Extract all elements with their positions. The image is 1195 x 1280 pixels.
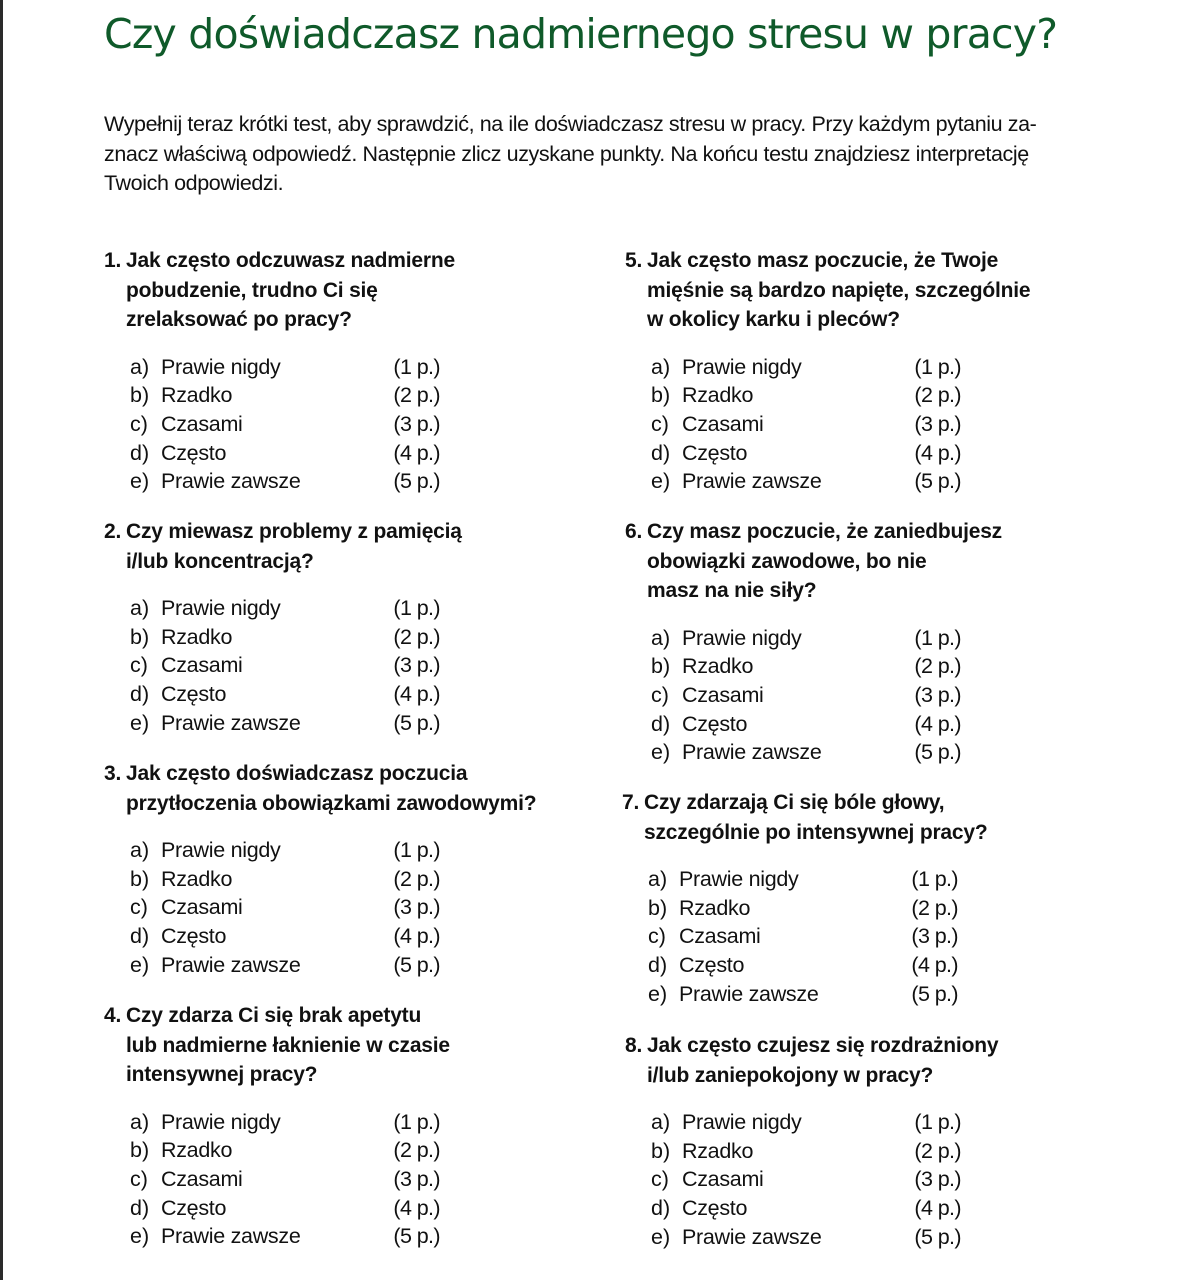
option-points: (1 p.): [914, 1110, 961, 1134]
option-letter: d): [648, 953, 668, 978]
option-label: Często: [682, 711, 748, 736]
option-letter: a): [130, 596, 150, 620]
question-text: [104, 246, 564, 335]
answer-option[interactable]: [648, 980, 958, 1009]
option-points: (3 p.): [914, 411, 961, 436]
option-label: Prawie nigdy: [682, 1110, 802, 1134]
question-number: 6.: [625, 520, 643, 543]
option-label: Często: [161, 1195, 227, 1220]
question-text: [104, 517, 564, 576]
option-letter: c): [130, 411, 148, 436]
option-points: (2 p.): [393, 383, 440, 408]
question-line: Czy miewasz problemy z pamięcią: [126, 520, 462, 543]
option-letter: c): [130, 1166, 148, 1191]
answer-option[interactable]: [130, 651, 440, 680]
option-points: (2 p.): [911, 895, 958, 920]
page-title: Czy doświadczasz nadmiernego stresu w pracy?: [104, 10, 1058, 58]
option-points: (5 p.): [911, 981, 958, 1006]
option-label: Często: [161, 682, 227, 707]
question-number: 1.: [104, 249, 122, 272]
question-7: [622, 788, 1082, 1008]
option-points: (3 p.): [393, 411, 440, 436]
option-label: Prawie zawsze: [682, 469, 822, 494]
option-letter: b): [130, 1138, 150, 1163]
option-letter: c): [130, 653, 148, 678]
option-letter: b): [130, 866, 150, 891]
option-letter: e): [651, 740, 671, 765]
option-letter: d): [651, 711, 671, 736]
option-letter: d): [651, 1196, 671, 1221]
option-letter: e): [130, 952, 150, 977]
option-letter: b): [651, 654, 671, 679]
option-label: Czasami: [682, 1167, 764, 1192]
option-points: (1 p.): [393, 354, 440, 379]
answer-options: [104, 1108, 440, 1251]
option-letter: b): [648, 895, 668, 920]
question-text: [625, 517, 1085, 606]
option-letter: d): [651, 440, 671, 465]
question-line: przytłoczenia obowiązkami zawodowymi?: [126, 791, 537, 815]
option-label: Prawie nigdy: [161, 1109, 281, 1134]
answer-options: [625, 1108, 961, 1251]
option-label: Czasami: [682, 682, 764, 707]
answer-option[interactable]: [651, 738, 961, 767]
option-label: Prawie nigdy: [161, 596, 281, 620]
option-points: (1 p.): [393, 838, 440, 862]
option-letter: a): [651, 354, 671, 379]
intro-paragraph: [104, 110, 1104, 199]
option-points: (3 p.): [911, 924, 958, 949]
option-points: (5 p.): [914, 1224, 961, 1249]
question-line: w okolicy karku i pleców?: [647, 308, 900, 331]
option-letter: e): [651, 469, 671, 494]
page-left-border: [0, 0, 3, 1280]
answer-option[interactable]: [651, 652, 961, 681]
option-points: (3 p.): [914, 1167, 961, 1192]
option-points: (4 p.): [393, 682, 440, 707]
option-letter: a): [651, 1110, 671, 1134]
option-label: Prawie nigdy: [161, 838, 281, 862]
option-letter: d): [130, 924, 150, 949]
question-line: Jak często odczuwasz nadmierne: [126, 249, 455, 272]
intro-line: Twoich odpowiedzi.: [104, 171, 284, 195]
option-label: Prawie zawsze: [161, 710, 301, 735]
option-label: Rzadko: [161, 383, 233, 408]
option-label: Czasami: [161, 653, 243, 678]
answer-option[interactable]: [651, 624, 961, 653]
option-points: (2 p.): [393, 624, 440, 649]
answer-option[interactable]: [648, 865, 958, 894]
answer-option[interactable]: [130, 439, 440, 468]
question-line: i/lub koncentracją?: [126, 549, 314, 573]
option-label: Rzadko: [161, 1138, 233, 1163]
answer-option[interactable]: [130, 410, 440, 439]
question-number: 5.: [625, 249, 643, 272]
option-letter: c): [651, 1167, 669, 1192]
option-label: Czasami: [679, 924, 761, 949]
answer-option[interactable]: [130, 594, 440, 623]
option-points: (4 p.): [914, 1196, 961, 1221]
answer-option[interactable]: [651, 1108, 961, 1137]
question-3: [104, 759, 564, 979]
option-label: Prawie zawsze: [679, 981, 819, 1006]
answer-option[interactable]: [130, 836, 440, 865]
answer-option[interactable]: [130, 1136, 440, 1165]
answer-option[interactable]: [651, 681, 961, 710]
option-points: (2 p.): [914, 654, 961, 679]
option-points: (4 p.): [393, 924, 440, 949]
option-points: (5 p.): [914, 740, 961, 765]
answer-option[interactable]: [130, 951, 440, 980]
option-points: (5 p.): [914, 469, 961, 494]
option-points: (1 p.): [914, 625, 961, 650]
option-points: (4 p.): [393, 440, 440, 465]
answer-options: [104, 594, 440, 737]
answer-option[interactable]: [130, 353, 440, 382]
answer-options: [104, 353, 440, 496]
option-letter: a): [130, 838, 150, 862]
question-text: [622, 788, 1082, 847]
option-label: Czasami: [682, 411, 764, 436]
option-letter: b): [130, 624, 150, 649]
option-points: (3 p.): [393, 895, 440, 920]
option-letter: d): [130, 440, 150, 465]
answer-option[interactable]: [651, 381, 961, 410]
answer-option[interactable]: [648, 951, 958, 980]
question-line: zrelaksować po pracy?: [126, 308, 352, 331]
answer-option[interactable]: [130, 922, 440, 951]
option-points: (2 p.): [914, 1138, 961, 1163]
question-number: 2.: [104, 520, 122, 543]
option-label: Czasami: [161, 411, 243, 436]
option-points: (2 p.): [393, 866, 440, 891]
option-points: (1 p.): [911, 867, 958, 891]
question-2: [104, 517, 564, 737]
option-label: Rzadko: [679, 895, 751, 920]
option-label: Rzadko: [682, 1138, 754, 1163]
question-line: Czy zdarzają Ci się bóle głowy,: [644, 791, 945, 814]
question-number: 3.: [104, 762, 122, 785]
option-label: Prawie nigdy: [161, 354, 281, 379]
option-points: (1 p.): [914, 354, 961, 379]
option-letter: e): [130, 1224, 150, 1249]
question-line: intensywnej pracy?: [126, 1063, 318, 1086]
question-text: [625, 1031, 1085, 1090]
option-points: (2 p.): [914, 383, 961, 408]
option-label: Często: [682, 440, 748, 465]
answer-option[interactable]: [651, 1194, 961, 1223]
option-points: (4 p.): [393, 1195, 440, 1220]
question-line: Jak często doświadczasz poczucia: [126, 762, 468, 785]
option-label: Prawie zawsze: [682, 1224, 822, 1249]
question-line: mięśnie są bardzo napięte, szczególnie: [647, 278, 1031, 302]
question-line: masz na nie siły?: [647, 579, 817, 602]
option-points: (4 p.): [911, 953, 958, 978]
option-letter: b): [651, 383, 671, 408]
answer-option[interactable]: [130, 381, 440, 410]
question-line: pobudzenie, trudno Ci się: [126, 278, 378, 302]
question-line: szczególnie po intensywnej pracy?: [644, 820, 988, 844]
option-label: Prawie nigdy: [682, 625, 802, 650]
question-6: [625, 517, 1085, 767]
question-line: Jak często masz poczucie, że Twoje: [647, 249, 999, 272]
option-points: (2 p.): [393, 1138, 440, 1163]
answer-options: [104, 836, 440, 979]
answer-option[interactable]: [648, 894, 958, 923]
answer-options: [625, 353, 961, 496]
option-letter: e): [651, 1224, 671, 1249]
question-1: [104, 246, 564, 496]
answer-option[interactable]: [130, 467, 440, 496]
option-points: (3 p.): [393, 653, 440, 678]
answer-option[interactable]: [651, 1137, 961, 1166]
option-label: Rzadko: [682, 654, 754, 679]
option-letter: e): [648, 981, 668, 1006]
option-letter: e): [130, 469, 150, 494]
option-label: Często: [682, 1196, 748, 1221]
answer-option[interactable]: [651, 353, 961, 382]
option-letter: a): [130, 354, 150, 379]
option-letter: b): [130, 383, 150, 408]
answer-option[interactable]: [651, 710, 961, 739]
question-number: 7.: [622, 791, 640, 814]
question-line: Czy zdarza Ci się brak apetytu: [126, 1004, 422, 1027]
question-number: 4.: [104, 1004, 122, 1027]
answer-option[interactable]: [130, 1222, 440, 1251]
option-label: Prawie zawsze: [682, 740, 822, 765]
option-label: Rzadko: [161, 624, 233, 649]
intro-line: znacz właściwą odpowiedź. Następnie zlicz uzyskane punkty. Na końcu testu znajdziesz interpretację: [104, 141, 1029, 166]
answer-option[interactable]: [130, 680, 440, 709]
question-8: [625, 1031, 1085, 1251]
answer-option[interactable]: [130, 1108, 440, 1137]
option-points: (5 p.): [393, 469, 440, 494]
option-letter: e): [130, 710, 150, 735]
option-label: Prawie nigdy: [679, 867, 799, 891]
answer-option[interactable]: [651, 1165, 961, 1194]
answer-option[interactable]: [130, 709, 440, 738]
answer-options: [622, 865, 958, 1008]
option-label: Często: [161, 440, 227, 465]
answer-option[interactable]: [651, 467, 961, 496]
option-label: Czasami: [161, 895, 243, 920]
option-letter: c): [651, 411, 669, 436]
option-letter: d): [130, 1195, 150, 1220]
option-points: (5 p.): [393, 1224, 440, 1249]
question-text: [104, 1001, 564, 1090]
answer-option[interactable]: [130, 623, 440, 652]
question-text: [104, 759, 564, 818]
question-4: [104, 1001, 564, 1251]
question-5: [625, 246, 1085, 496]
option-label: Prawie nigdy: [682, 354, 802, 379]
option-points: (5 p.): [393, 710, 440, 735]
intro-line: Wypełnij teraz krótki test, aby sprawdzić, na ile doświadczasz stresu w pracy. Przy każdym pytaniu za-: [104, 112, 1037, 136]
option-points: (1 p.): [393, 596, 440, 620]
option-points: (3 p.): [393, 1166, 440, 1191]
option-label: Często: [679, 953, 745, 978]
option-label: Często: [161, 924, 227, 949]
option-letter: d): [130, 682, 150, 707]
question-line: lub nadmierne łaknienie w czasie: [126, 1033, 450, 1057]
question-line: i/lub zaniepokojony w pracy?: [647, 1063, 934, 1087]
option-label: Prawie zawsze: [161, 469, 301, 494]
question-line: Czy masz poczucie, że zaniedbujesz: [647, 520, 1002, 543]
option-points: (4 p.): [914, 440, 961, 465]
answer-option[interactable]: [651, 410, 961, 439]
option-label: Czasami: [161, 1166, 243, 1191]
answer-option[interactable]: [130, 1165, 440, 1194]
answer-option[interactable]: [651, 439, 961, 468]
option-points: (5 p.): [393, 952, 440, 977]
option-letter: a): [651, 625, 671, 650]
option-letter: c): [648, 924, 666, 949]
question-number: 8.: [625, 1034, 643, 1057]
answer-option[interactable]: [651, 1223, 961, 1252]
option-letter: b): [651, 1138, 671, 1163]
question-line: Jak często czujesz się rozdrażniony: [647, 1034, 999, 1057]
option-points: (3 p.): [914, 682, 961, 707]
option-letter: a): [130, 1109, 150, 1134]
answer-option[interactable]: [648, 922, 958, 951]
question-line: obowiązki zawodowe, bo nie: [647, 549, 927, 573]
question-text: [625, 246, 1085, 335]
answer-option[interactable]: [130, 1194, 440, 1223]
option-label: Rzadko: [682, 383, 754, 408]
option-letter: a): [648, 867, 668, 891]
answer-option[interactable]: [130, 865, 440, 894]
option-label: Prawie zawsze: [161, 952, 301, 977]
option-label: Prawie zawsze: [161, 1224, 301, 1249]
option-points: (4 p.): [914, 711, 961, 736]
answer-option[interactable]: [130, 893, 440, 922]
option-letter: c): [130, 895, 148, 920]
option-points: (1 p.): [393, 1109, 440, 1134]
option-letter: c): [651, 682, 669, 707]
option-label: Rzadko: [161, 866, 233, 891]
answer-options: [625, 624, 961, 767]
